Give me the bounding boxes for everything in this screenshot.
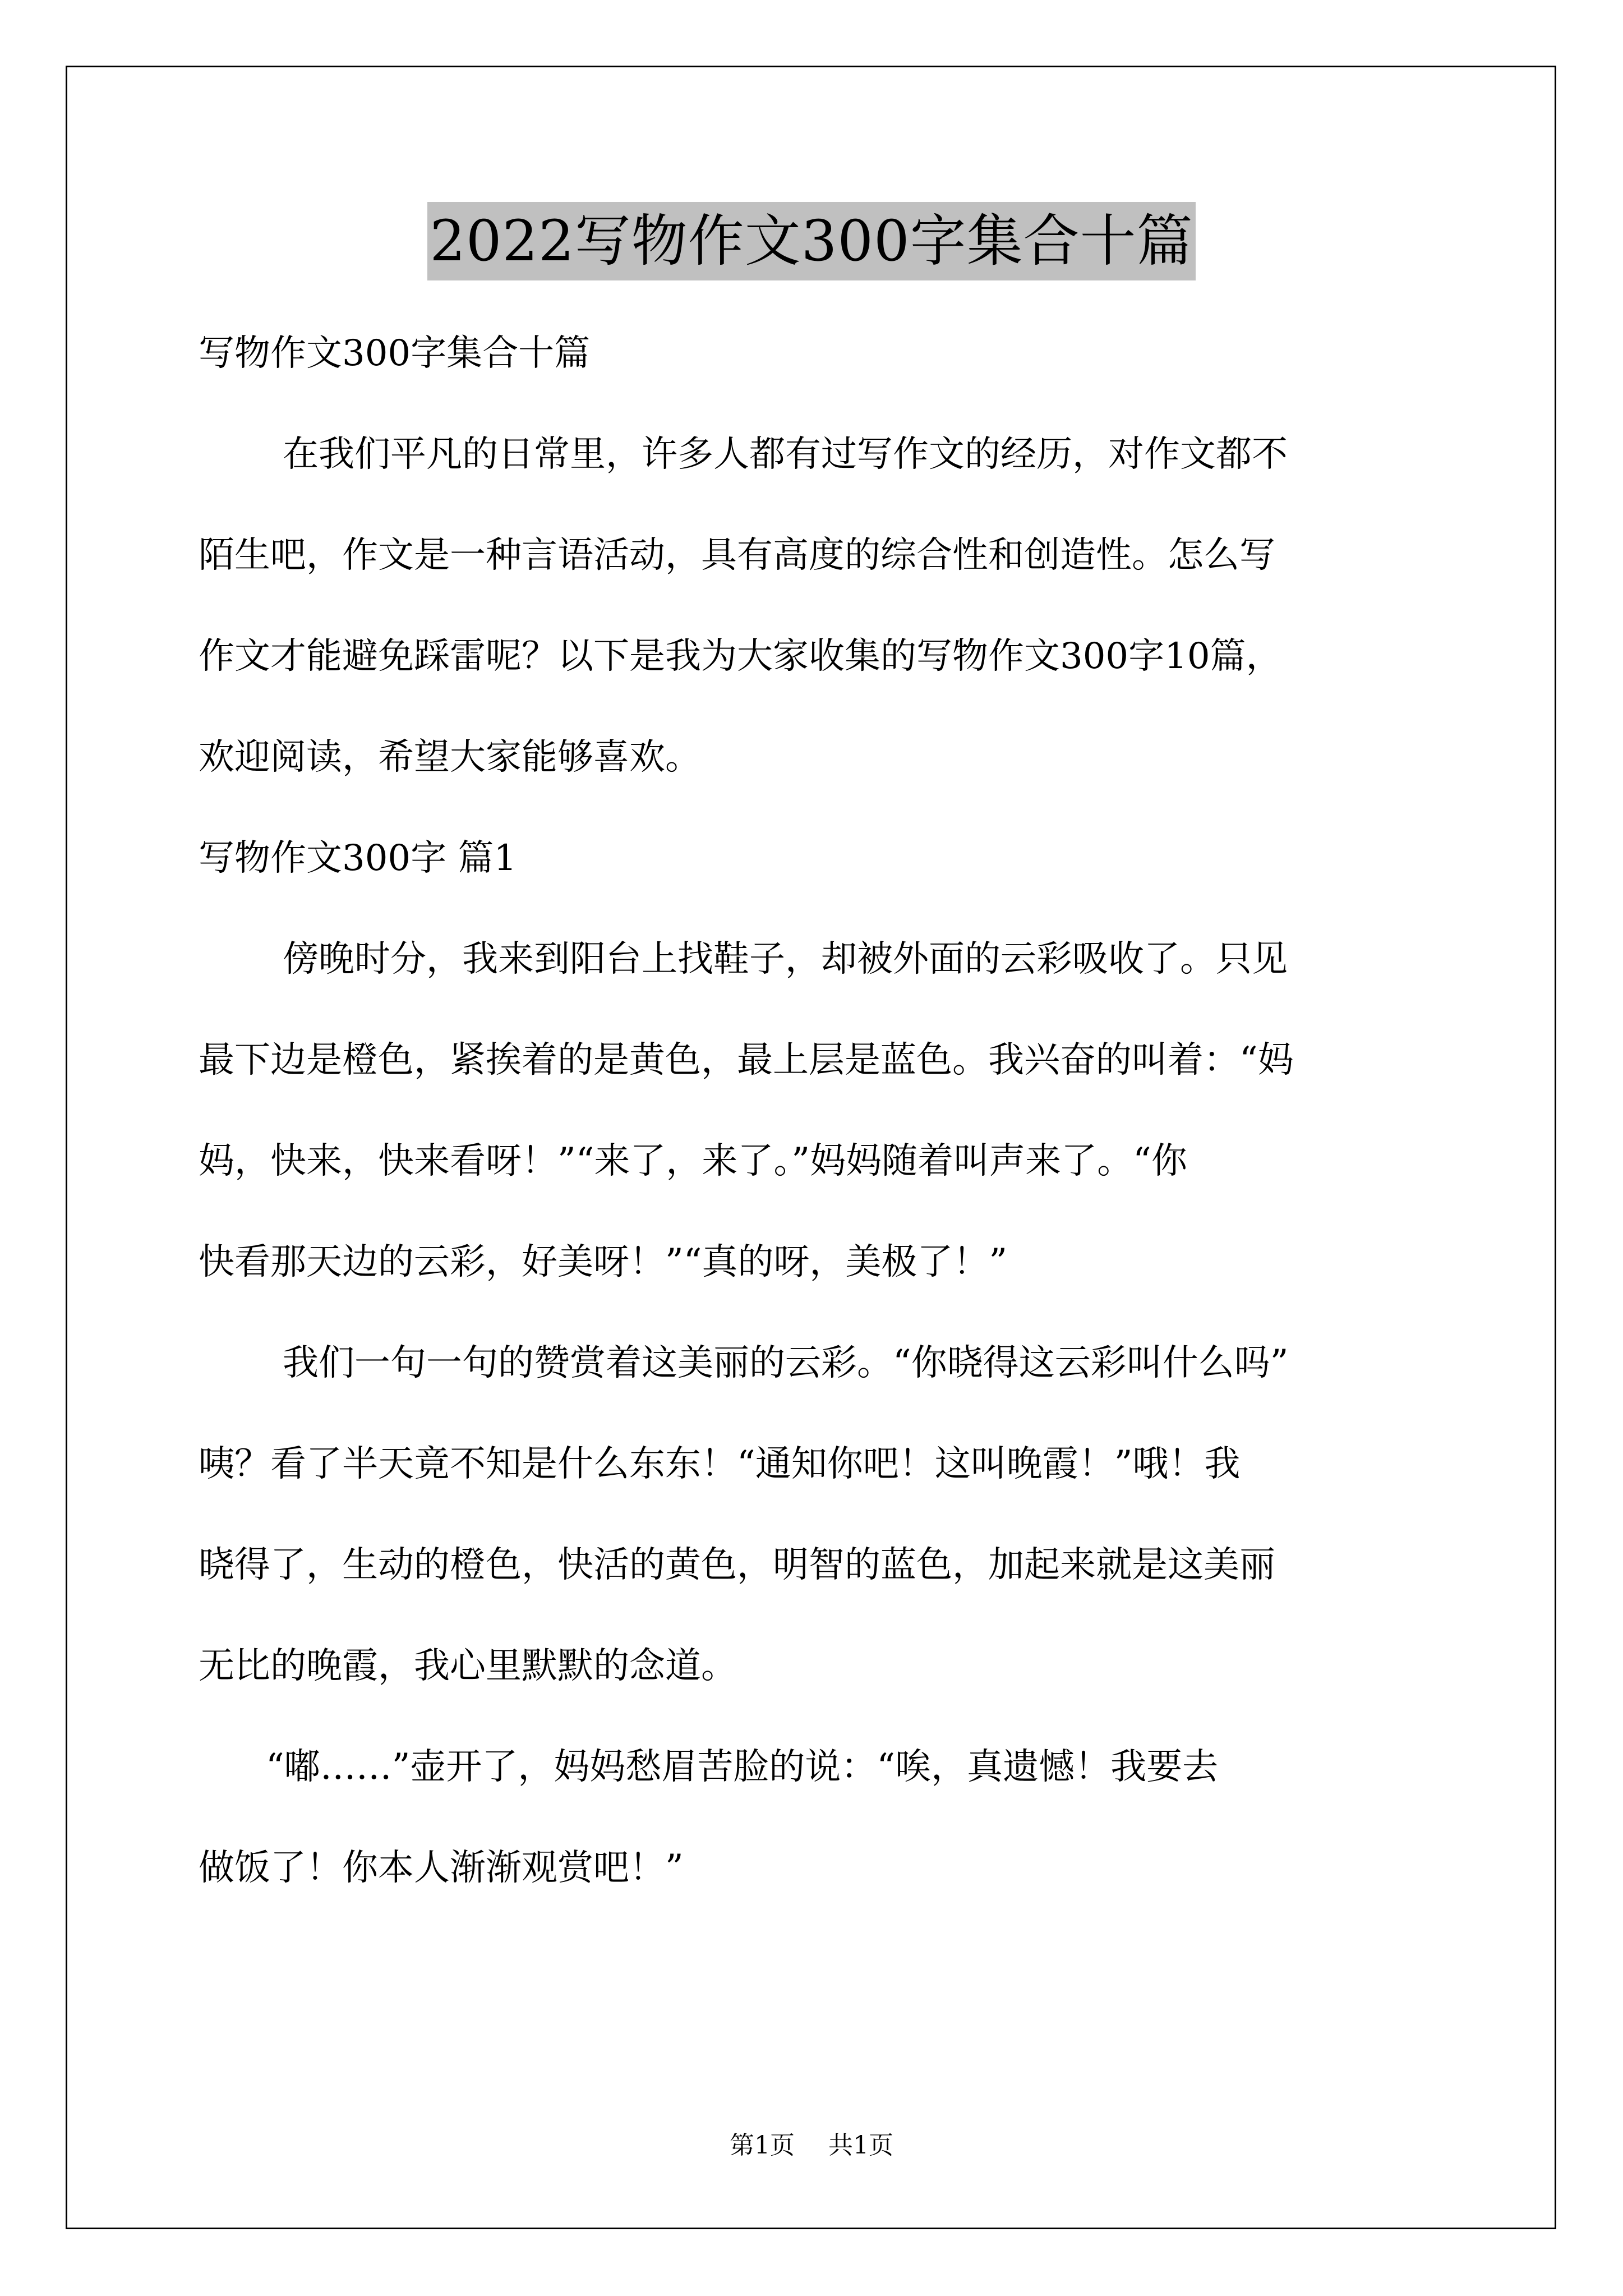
intro-line: 陌生吧，作文是一种言语活动，具有高度的综合性和创造性。怎么写 <box>199 535 1275 576</box>
title-container <box>0 202 1623 280</box>
paragraph-line: 快看那天边的云彩，好美呀！”“真的呀，美极了！” <box>199 1241 1008 1283</box>
subtitle: 写物作文300字集合十篇 <box>199 333 591 374</box>
page-total: 共1页 <box>828 2131 893 2160</box>
page-footer <box>0 2129 1623 2162</box>
paragraph-line: 最下边是橙色，紧挨着的是黄色，最上层是蓝色。我兴奋的叫着：“妈 <box>199 1039 1294 1081</box>
section-heading: 写物作文300字 篇1 <box>199 838 517 879</box>
intro-line: 作文才能避免踩雷呢？以下是我为大家收集的写物作文300字10篇， <box>199 636 1282 677</box>
paragraph-line: 无比的晚霞，我心里默默的念道。 <box>199 1645 737 1687</box>
paragraph-line: 做饭了！你本人渐渐观赏吧！” <box>199 1847 684 1889</box>
paragraph-line: 我们一句一句的赞赏着这美丽的云彩。“你晓得这云彩叫什么吗” <box>283 1342 1289 1384</box>
page-number: 第1页 <box>730 2131 795 2160</box>
paragraph-line: 妈，快来，快来看呀！”“来了，来了。”妈妈随着叫声来了。“你 <box>199 1140 1187 1182</box>
document-title: 2022写物作文300字集合十篇 <box>427 202 1195 280</box>
paragraph-line: 咦？看了半天竟不知是什么东东！“通知你吧！这叫晚霞！”哦！我 <box>199 1443 1241 1485</box>
document-body <box>199 303 1432 1918</box>
intro-line: 在我们平凡的日常里，许多人都有过写作文的经历，对作文都不 <box>283 434 1288 475</box>
intro-line: 欢迎阅读，希望大家能够喜欢。 <box>199 737 701 778</box>
paragraph-line: 傍晚时分，我来到阳台上找鞋子，却被外面的云彩吸收了。只见 <box>283 938 1288 980</box>
paragraph-line: “嘟……”壶开了，妈妈愁眉苦脸的说：“唉，真遗憾！我要去 <box>266 1746 1219 1788</box>
paragraph-line: 晓得了，生动的橙色，快活的黄色，明智的蓝色，加起来就是这美丽 <box>199 1544 1275 1586</box>
